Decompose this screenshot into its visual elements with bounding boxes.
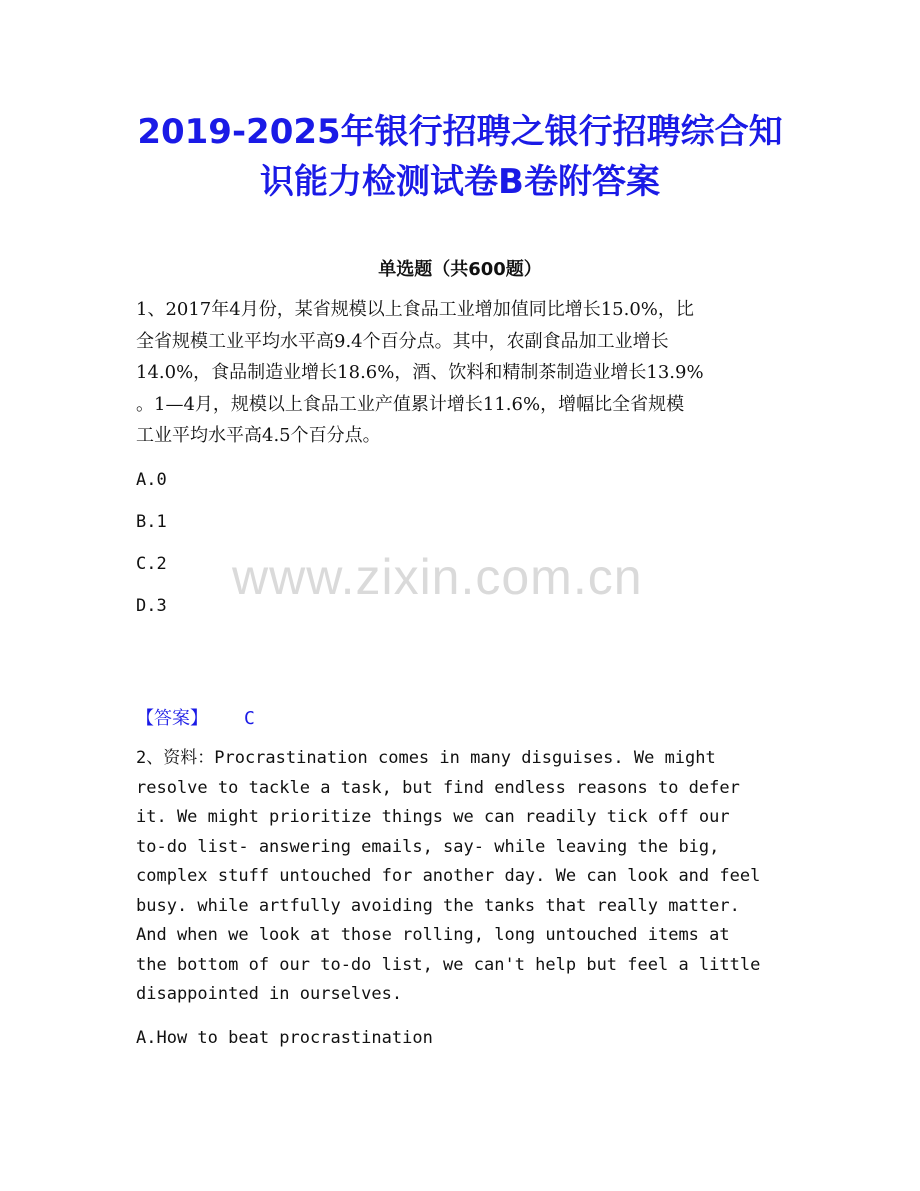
question-2-stem (136, 744, 760, 1010)
title-line-1: 2019-2025年银行招聘之银行招聘综合知 (137, 112, 783, 152)
question-1-option-d: D.3 (136, 596, 167, 616)
question-2-line: complex stuff untouched for another day. We can look and feel (136, 866, 761, 886)
section-heading: 单选题（共600题） (378, 259, 542, 280)
document-title (120, 112, 800, 202)
question-1-option-c: C.2 (136, 554, 167, 574)
question-1-line: 14.0%，食品制造业增长18.6%，酒、饮料和精制茶制造业增长13.9% (136, 362, 704, 383)
question-1-line: 全省规模工业平均水平高9.4个百分点。其中，农副食品加工业增长 (136, 330, 669, 352)
answer-label: 【答案】 (136, 708, 208, 729)
question-1-line: 。1—4月，规模以上食品工业产值累计增长11.6%，增幅比全省规模 (136, 393, 685, 415)
title-line-2: 识能力检测试卷B卷附答案 (260, 162, 660, 203)
question-2-line: And when we look at those rolling, long untouched items at (136, 925, 730, 945)
question-2-line: the bottom of our to-do list, we can't help but feel a little (136, 954, 761, 975)
question-1-line: 工业平均水平高4.5个百分点。 (136, 425, 381, 446)
question-1-answer (136, 704, 255, 730)
question-2-option-a: A.How to beat procrastination (136, 1028, 433, 1048)
question-2-line: resolve to tackle a task, but find endless reasons to defer (136, 777, 740, 798)
question-2-line: to-do list- answering emails, say- while leaving the big, (136, 836, 720, 857)
question-1-line: 1、2017年4月份，某省规模以上食品工业增加值同比增长15.0%，比 (136, 299, 694, 320)
question-2-line: busy. while artfully avoiding the tanks that really matter. (136, 895, 740, 916)
question-2-line: it. We might prioritize things we can readily tick off our (136, 807, 730, 827)
answer-value: C (244, 708, 255, 729)
question-1-stem (136, 294, 704, 452)
question-1-option-b: B.1 (136, 512, 167, 532)
watermark: www.zixin.com.cn (232, 549, 643, 605)
question-1-option-a: A.0 (136, 470, 167, 490)
question-2-line: disappointed in ourselves. (136, 984, 403, 1004)
question-2-line: 2、资料：Procrastination comes in many disguises. We might (136, 748, 716, 768)
